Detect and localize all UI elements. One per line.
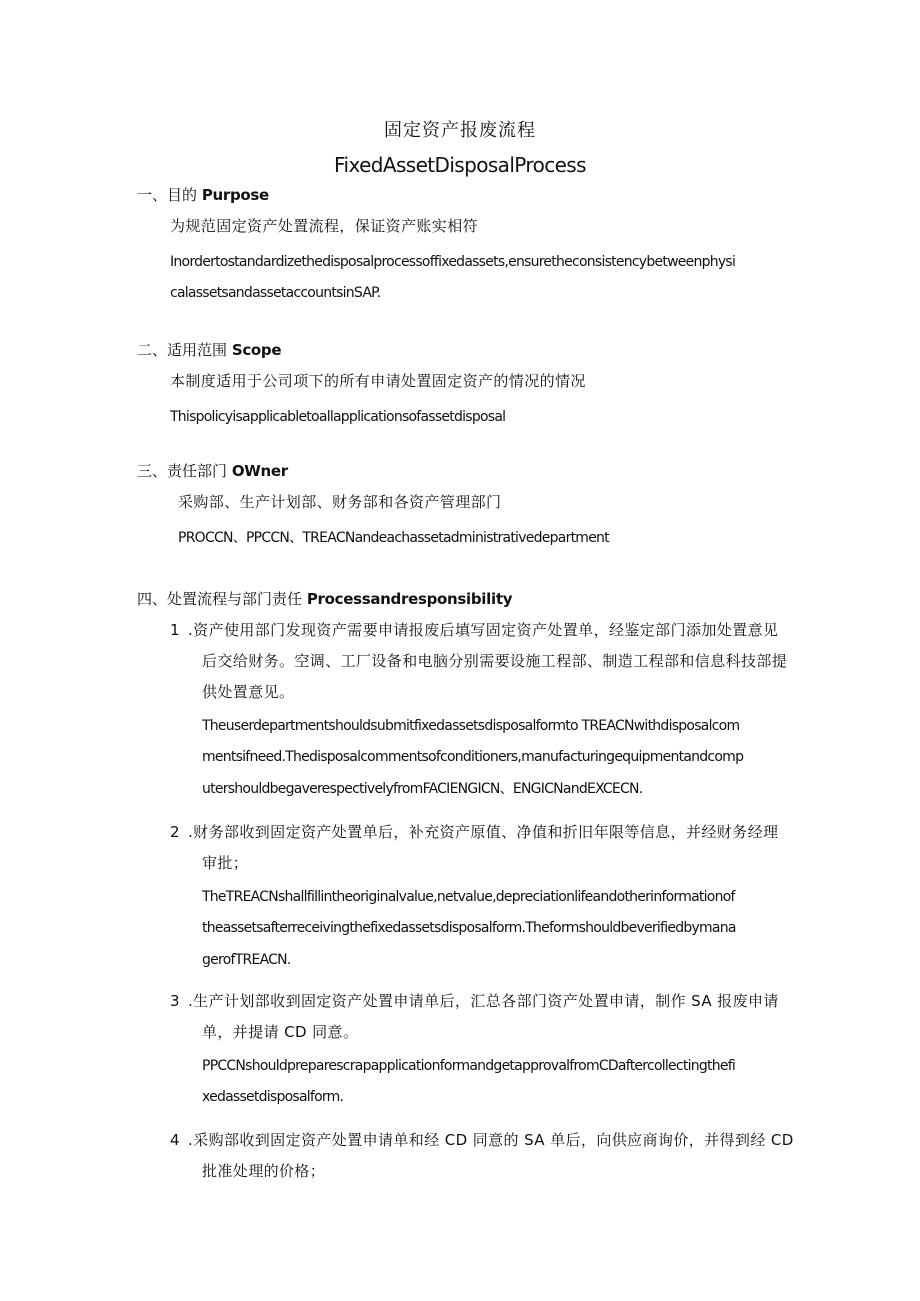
purpose-text-en-line: Inordertostandardizethedisposalprocessoffixedassets,ensuretheconsistencybetweenphysi bbox=[170, 254, 736, 270]
section-title-en: OWner bbox=[231, 462, 288, 480]
owner-text-cn: 采购部、生产计划部、财务部和各资产管理部门 bbox=[178, 493, 502, 511]
purpose-text-cn: 为规范固定资产处置流程，保证资产账实相符 bbox=[170, 217, 479, 235]
step-1-text-cn-line: 后交给财务。空调、工厂设备和电脑分别需要设施工程部、制造工程部和信息科技部提 bbox=[202, 652, 788, 670]
step-number: 2 bbox=[170, 823, 180, 841]
section-marker: 四、 bbox=[137, 590, 168, 608]
step-number: 3 bbox=[170, 992, 180, 1010]
step-3-text-en-line: xedassetdisposalform. bbox=[202, 1089, 344, 1105]
step-number: 4 bbox=[170, 1131, 180, 1149]
section-title-en: Scope bbox=[231, 341, 282, 359]
step-2-text-en-line: theassetsafterreceivingthefixedassetsdisposalform.Theformshouldbeverifiedbymana bbox=[202, 920, 736, 936]
section-heading-process bbox=[137, 592, 512, 607]
section-heading-purpose bbox=[137, 188, 269, 203]
section-marker: 二、 bbox=[137, 341, 168, 359]
step-3-text-en-line: PPCCNshouldpreparescrapapplicationformandgetapprovalfromCDaftercollectingthefi bbox=[202, 1058, 736, 1074]
step-1-text-en-line: mentsifneed.Thedisposalcommentsofconditioners,manufacturingequipmentandcomp bbox=[202, 749, 744, 765]
step-4-text-cn-line: .采购部收到固定资产处置申请单和经 CD 同意的 SA 单后，向供应商询价，并得到经 CD bbox=[188, 1131, 794, 1149]
step-4-text-cn-line: 批准处理的价格； bbox=[202, 1162, 326, 1180]
section-heading-owner bbox=[137, 464, 288, 479]
step-2-text-cn-line: .财务部收到固定资产处置单后，补充资产原值、净值和折旧年限等信息，并经财务经理 bbox=[188, 823, 779, 841]
section-marker: 三、 bbox=[137, 462, 168, 480]
section-title-cn: 责任部门 bbox=[167, 462, 228, 480]
section-heading-scope bbox=[137, 343, 281, 358]
section-title-cn: 适用范围 bbox=[167, 341, 228, 359]
step-3-text-cn-line: 单，并提请 CD 同意。 bbox=[202, 1023, 359, 1041]
section-title-en: Processandresponsibility bbox=[306, 590, 513, 608]
purpose-text-en-line: calassetsandassetaccountsinSAP. bbox=[170, 285, 381, 301]
section-marker: 一、 bbox=[137, 186, 168, 204]
step-3-text-cn-line: .生产计划部收到固定资产处置申请单后，汇总各部门资产处置申请，制作 SA 报废申请 bbox=[188, 992, 779, 1010]
scope-text-en-line: Thispolicyisapplicabletoallapplicationsofassetdisposal bbox=[170, 409, 506, 425]
section-title-en: Purpose bbox=[201, 186, 269, 204]
section-title-cn: 目的 bbox=[167, 186, 198, 204]
section-title-cn: 处置流程与部门责任 bbox=[167, 590, 303, 608]
step-1-text-cn-line: 供处置意见。 bbox=[202, 683, 295, 701]
step-number: 1 bbox=[170, 621, 180, 639]
scope-text-cn: 本制度适用于公司项下的所有申请处置固定资产的情况的情况 bbox=[170, 372, 586, 390]
step-2-text-cn-line: 审批； bbox=[202, 854, 249, 872]
step-2-text-en-line: TheTREACNshallfillintheoriginalvalue,netvalue,depreciationlifeandotherinformationof bbox=[202, 889, 735, 905]
step-1-text-en-line: utershouldbegaverespectivelyfromFACIENGICN、ENGICNandEXCECN. bbox=[202, 781, 643, 797]
step-1-text-en-line: Theuserdepartmentshouldsubmitfixedassetsdisposalformto TREACNwithdisposalcom bbox=[202, 718, 740, 734]
step-2-text-en-line: gerofTREACN. bbox=[202, 952, 291, 968]
title-chinese: 固定资产报废流程 bbox=[384, 120, 536, 141]
step-1-text-cn-line: .资产使用部门发现资产需要申请报废后填写固定资产处置单，经鉴定部门添加处置意见 bbox=[188, 621, 779, 639]
owner-text-en-line: PROCCN、PPCCN、TREACNandeachassetadministrativedepartment bbox=[178, 530, 609, 546]
title-english: FixedAssetDisposalProcess bbox=[334, 153, 586, 177]
